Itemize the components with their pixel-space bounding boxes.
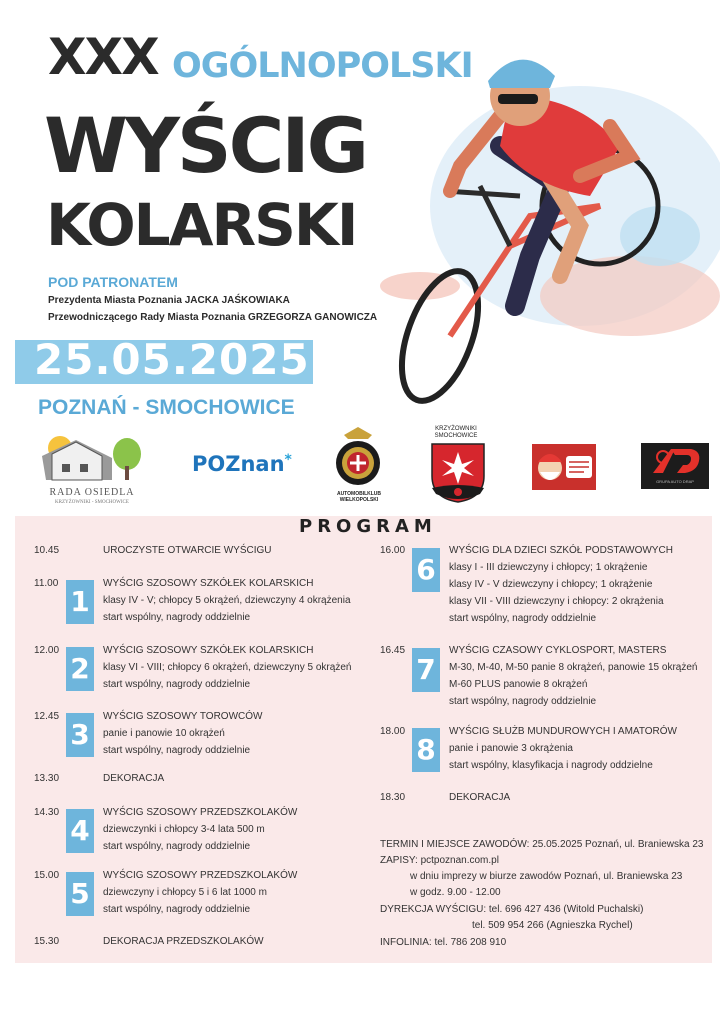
event-number-badge: 4	[66, 809, 94, 853]
krzyzowniki-coat-of-arms	[430, 442, 486, 504]
event-detail: start wspólny, nagrody oddzielnie	[103, 679, 251, 690]
time-label: 10.45	[34, 545, 60, 556]
event-detail: klasy I - III dziewczyny i chłopcy; 1 okrążenie	[449, 562, 648, 573]
santa-icon	[532, 444, 596, 490]
event-number-badge: 7	[412, 648, 440, 692]
time-label: 14.30	[34, 807, 60, 818]
title-kolarski: KOLARSKI	[46, 191, 357, 259]
event-date: 25.05.2025	[34, 335, 310, 384]
event-detail: start wspólny, nagrody oddzielnie	[103, 612, 251, 623]
time-label: 16.45	[380, 645, 406, 656]
event-detail: start wspólny, nagrody oddzielnie	[449, 696, 597, 707]
grupa-auto-drap-logo	[641, 443, 709, 489]
cyclist-illustration	[330, 36, 720, 426]
event-title: WYŚCIG DLA DZIECI SZKÓŁ PODSTAWOWYCH	[449, 545, 673, 556]
time-label: 12.45	[34, 711, 60, 722]
event-title: DEKORACJA PRZEDSZKOLAKÓW	[103, 936, 264, 947]
time-label: 18.00	[380, 726, 406, 737]
info-zapisy: ZAPISY: pctpoznan.com.pl	[380, 855, 499, 866]
event-detail: start wspólny, nagrody oddzielnie	[449, 613, 597, 624]
event-title: DEKORACJA	[449, 792, 511, 803]
house-icon	[32, 432, 152, 488]
automobilklub-label: AUTOMOBILKLUB WIELKOPOLSKI	[336, 491, 382, 503]
event-detail: klasy VII - VIII dziewczyny i chłopcy: 2 okrążenia	[449, 596, 664, 607]
event-number-badge: 5	[66, 872, 94, 916]
info-termin: TERMIN I MIEJSCE ZAWODÓW: 25.05.2025 Poznań, ul. Braniewska 23	[380, 839, 704, 850]
event-number-badge: 3	[66, 713, 94, 757]
event-title: DEKORACJA	[103, 773, 165, 784]
event-title: WYŚCIG CZASOWY CYKLOSPORT, MASTERS	[449, 645, 667, 656]
event-title: WYŚCIG SZOSOWY PRZEDSZKOLAKÓW	[103, 807, 298, 818]
event-detail: dziewczynki i chłopcy 3-4 lata 500 m	[103, 824, 265, 835]
asterisk-icon: *	[284, 452, 292, 468]
title-wyscig: WYŚCIG	[44, 101, 367, 190]
event-detail: M-60 PLUS panowie 8 okrążeń	[449, 679, 588, 690]
shield-cross-icon	[430, 442, 486, 504]
event-detail: klasy VI - VIII; chłopcy 6 okrążeń, dziewczyny 5 okrążeń	[103, 662, 352, 673]
patronat-heading: POD PATRONATEM	[48, 274, 178, 290]
time-label: 12.00	[34, 645, 60, 656]
event-detail: M-30, M-40, M-50 panie 8 okrążeń, panowie 15 okrążeń	[449, 662, 698, 673]
info-infolinia: INFOLINIA: tel. 786 208 910	[380, 937, 507, 948]
automobilklub-emblem-icon	[334, 425, 382, 489]
event-detail: start wspólny, nagrody oddzielnie	[103, 841, 251, 852]
santa-logo	[532, 444, 596, 490]
time-label: 11.00	[34, 578, 59, 589]
time-label: 15.30	[34, 936, 60, 947]
event-number-badge: 1	[66, 580, 94, 624]
event-title: UROCZYSTE OTWARCIE WYŚCIGU	[103, 545, 272, 556]
event-number-badge: 2	[66, 647, 94, 691]
event-title: WYŚCIG SZOSOWY TOROWCÓW	[103, 711, 263, 722]
krzyzowniki-label: KRZYŻOWNIKI SMOCHOWICE	[434, 426, 478, 440]
event-detail: start wspólny, klasyfikacja i nagrody oddzielne	[449, 760, 653, 771]
event-number-badge: 6	[412, 548, 440, 592]
event-title: WYŚCIG SZOSOWY SZKÓŁEK KOLARSKICH	[103, 645, 314, 656]
grupa-label: GRUPA AUTO DRAP	[656, 479, 694, 484]
event-detail: start wspólny, nagrody oddzielnie	[103, 745, 251, 756]
event-detail: panie i panowie 10 okrążeń	[103, 728, 225, 739]
event-number-badge: 8	[412, 728, 440, 772]
info-dyrekcja: DYREKCJA WYŚCIGU: tel. 696 427 436 (Witold Puchalski)	[380, 904, 644, 915]
rada-subtitle: KRZYŻOWNIKI - SMOCHOWICE	[55, 500, 129, 505]
info-zapisy-place: w dniu imprezy w biurze zawodów Poznań, ul. Braniewska 23	[410, 871, 683, 882]
title-xxx: XXX	[48, 28, 158, 86]
event-title: WYŚCIG SŁUŻB MUNDUROWYCH I AMATORÓW	[449, 726, 677, 737]
time-label: 13.30	[34, 773, 60, 784]
event-detail: start wspólny, nagrody oddzielnie	[103, 904, 251, 915]
event-title: WYŚCIG SZOSOWY SZKÓŁEK KOLARSKICH	[103, 578, 314, 589]
info-dyrekcja-2: tel. 509 954 266 (Agnieszka Rychel)	[472, 920, 633, 931]
time-label: 18.30	[380, 792, 406, 803]
event-detail: klasy IV - V dziewczyny i chłopcy; 1 okrążenie	[449, 579, 653, 590]
patronat-line-2: Przewodniczącego Rady Miasta Poznania GRZEGORZA GANOWICZA	[48, 312, 378, 323]
event-detail: dziewczyny i chłopcy 5 i 6 lat 1000 m	[103, 887, 267, 898]
automobilklub-logo	[334, 425, 382, 505]
program-title: PROGRAM	[299, 516, 437, 537]
auto-drap-icon	[641, 443, 709, 479]
rada-name: RADA OSIEDLA	[49, 487, 135, 498]
info-zapisy-hours: w godz. 9.00 - 12.00	[410, 887, 501, 898]
event-title: WYŚCIG SZOSOWY PRZEDSZKOLAKÓW	[103, 870, 298, 881]
rada-osiedla-logo	[32, 432, 152, 510]
poznan-logo	[192, 452, 292, 476]
time-label: 15.00	[34, 870, 60, 881]
title-ogolnopolski: OGÓLNOPOLSKI	[172, 46, 473, 86]
event-detail: klasy IV - V; chłopcy 5 okrążeń, dziewczyny 4 okrążenia	[103, 595, 351, 606]
event-place: POZNAŃ - SMOCHOWICE	[38, 396, 295, 419]
time-label: 16.00	[380, 545, 406, 556]
poznan-logo-text: POZnan	[192, 452, 285, 476]
patronat-line-1: Prezydenta Miasta Poznania JACKA JAŚKOWIAKA	[48, 295, 290, 306]
event-detail: panie i panowie 3 okrążenia	[449, 743, 573, 754]
